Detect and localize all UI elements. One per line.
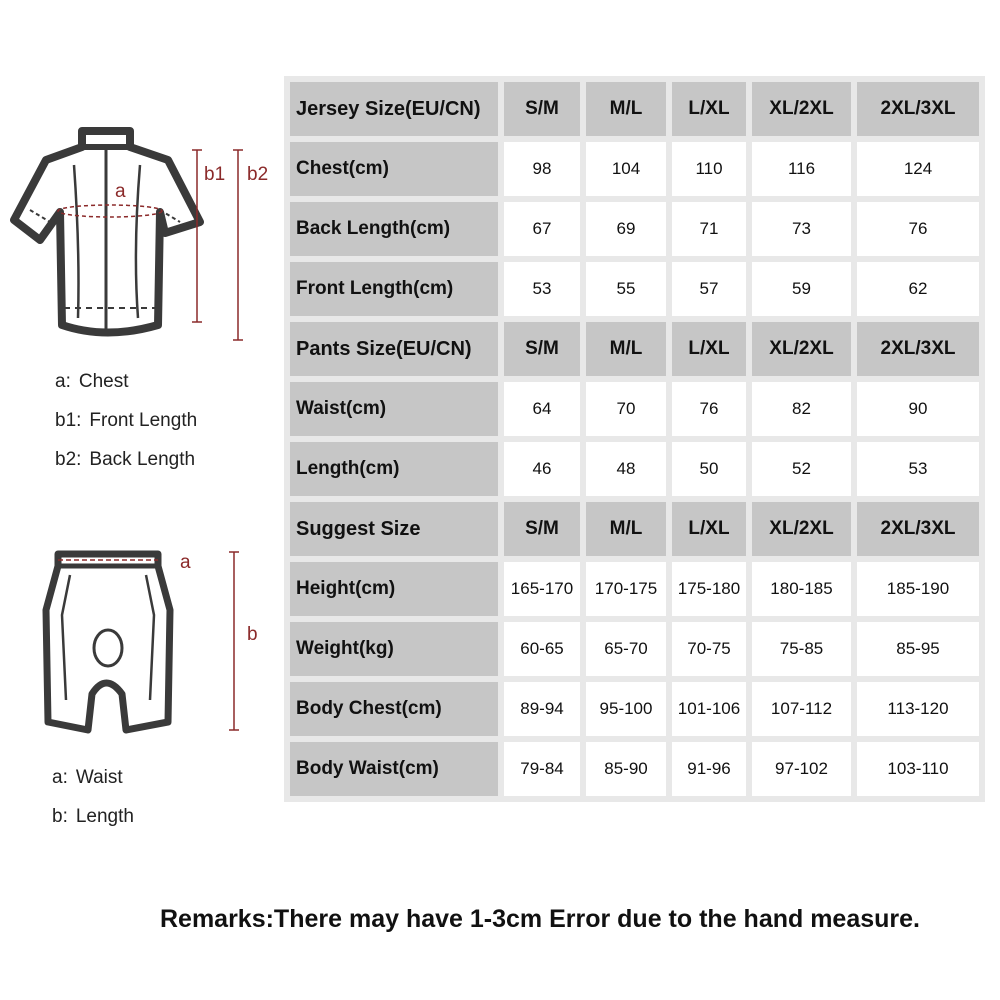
table-row-body-chest: Body Chest(cm) 89-94 95-100 101-106 107-112 113-120 [287,679,982,739]
table-row-length: Length(cm) 46 48 50 52 53 [287,439,982,499]
pants-diagram [0,540,285,740]
legend-item-front-length: b1: Front Length [55,410,198,431]
table-row-weight: Weight(kg) 60-65 65-70 70-75 75-85 85-95 [287,619,982,679]
legend-item-waist: a: Waist [52,767,123,788]
legend-item-length: b: Length [52,806,134,827]
table-row-front-length: Front Length(cm) 53 55 57 59 62 [287,259,982,319]
chest-marker-label: a [115,181,126,202]
pants-size-header-row: Pants Size(EU/CN) S/M M/L L/XL XL/2XL 2XL/3XL [287,319,982,379]
measurement-diagrams [0,0,285,880]
remarks-note: Remarks:There may have 1-3cm Error due to the hand measure. [159,905,920,933]
pants-legend [52,758,134,836]
legend-item-chest: a: Chest [55,371,129,392]
legend-item-back-length: b2: Back Length [55,449,196,470]
table-row-height: Height(cm) 165-170 170-175 175-180 180-185 185-190 [287,559,982,619]
table-row-body-waist: Body Waist(cm) 79-84 85-90 91-96 97-102 103-110 [287,739,982,799]
suggest-size-header-row: Suggest Size S/M M/L L/XL XL/2XL 2XL/3XL [287,499,982,559]
back-length-marker-label: b2 [247,164,269,185]
front-length-marker-label: b1 [204,164,226,185]
jersey-legend [55,362,197,479]
table-row-chest: Chest(cm) 98 104 110 116 124 [287,139,982,199]
pants-outline [46,554,170,730]
size-chart-table [284,76,985,802]
length-marker-label: b [247,624,258,645]
waist-marker-label: a [180,552,191,573]
table-row-back-length: Back Length(cm) 67 69 71 73 76 [287,199,982,259]
table-row-waist: Waist(cm) 64 70 76 82 90 [287,379,982,439]
jersey-diagram [0,120,285,350]
jersey-size-header-row: Jersey Size(EU/CN) S/M M/L L/XL XL/2XL 2XL/3XL [287,79,982,139]
